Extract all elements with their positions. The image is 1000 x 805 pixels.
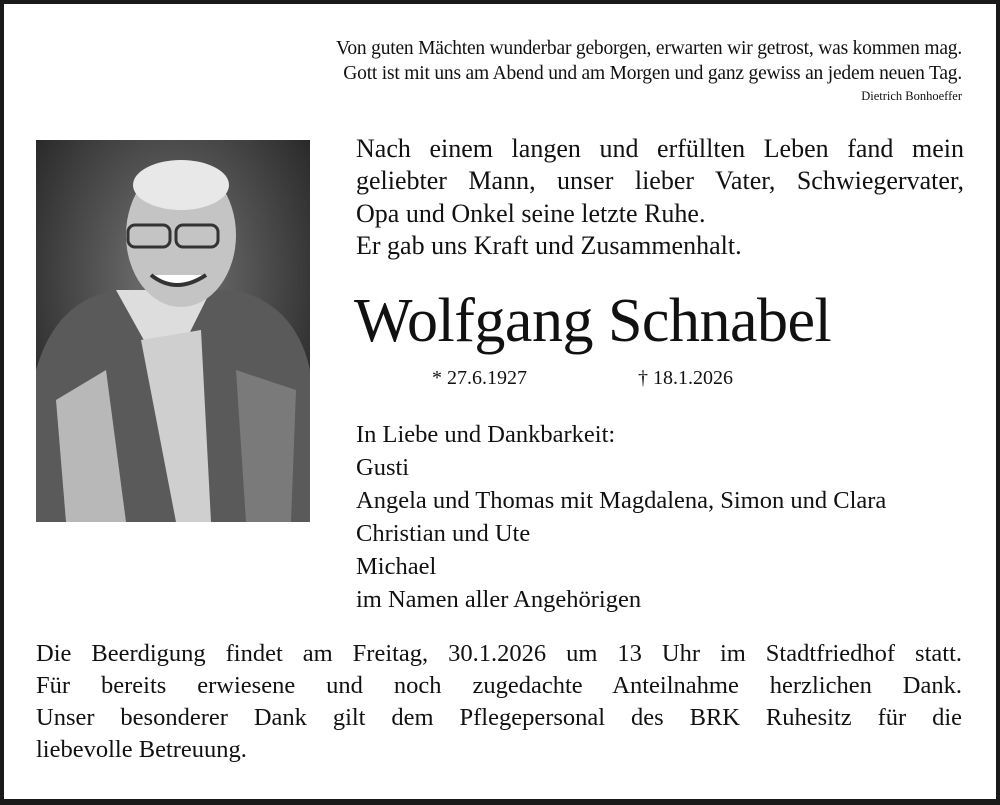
closing-line: Für bereits erwiesene und noch zugedachte Anteilnahme herzlichen Dank. [36,672,962,699]
family-line: Angela und Thomas mit Magdalena, Simon und Clara [356,487,887,514]
portrait-photo [36,140,310,522]
intro-line: geliebter Mann, unser lieber Vater, Schwiegervater, [356,166,964,196]
quote-author: Dietrich Bonhoeffer [861,89,962,103]
funeral-info [36,638,962,766]
birth-date: * 27.6.1927 [432,367,527,389]
intro-line: Opa und Onkel seine letzte Ruhe. [356,198,706,228]
family-line: Gusti [356,454,410,481]
closing-line: liebevolle Betreuung. [36,736,247,763]
death-date: † 18.1.2026 [638,367,733,389]
quote-line: Gott ist mit uns am Abend und am Morgen und ganz gewiss an jedem neuen Tag. [343,63,962,84]
closing-line: Die Beerdigung findet am Freitag, 30.1.2026 um 13 Uhr im Stadtfriedhof statt. [36,640,962,667]
family-signatures [356,418,886,616]
quote-line: Von guten Mächten wunderbar geborgen, erwarten wir getrost, was kommen mag. [336,38,962,59]
family-line: In Liebe und Dankbarkeit: [356,421,616,448]
deceased-name: Wolfgang Schnabel [354,287,832,355]
bible-quote [336,36,962,86]
family-line: im Namen aller Angehörigen [356,586,642,613]
family-line: Christian und Ute [356,520,531,547]
intro-line: Nach einem langen und erfüllten Leben fand mein [356,134,964,163]
family-line: Michael [356,553,437,580]
intro-line: Er gab uns Kraft und Zusammenhalt. [356,230,742,260]
closing-line: Unser besonderer Dank gilt dem Pflegepersonal des BRK Ruhesitz für die [36,704,962,731]
intro-text [356,133,964,262]
